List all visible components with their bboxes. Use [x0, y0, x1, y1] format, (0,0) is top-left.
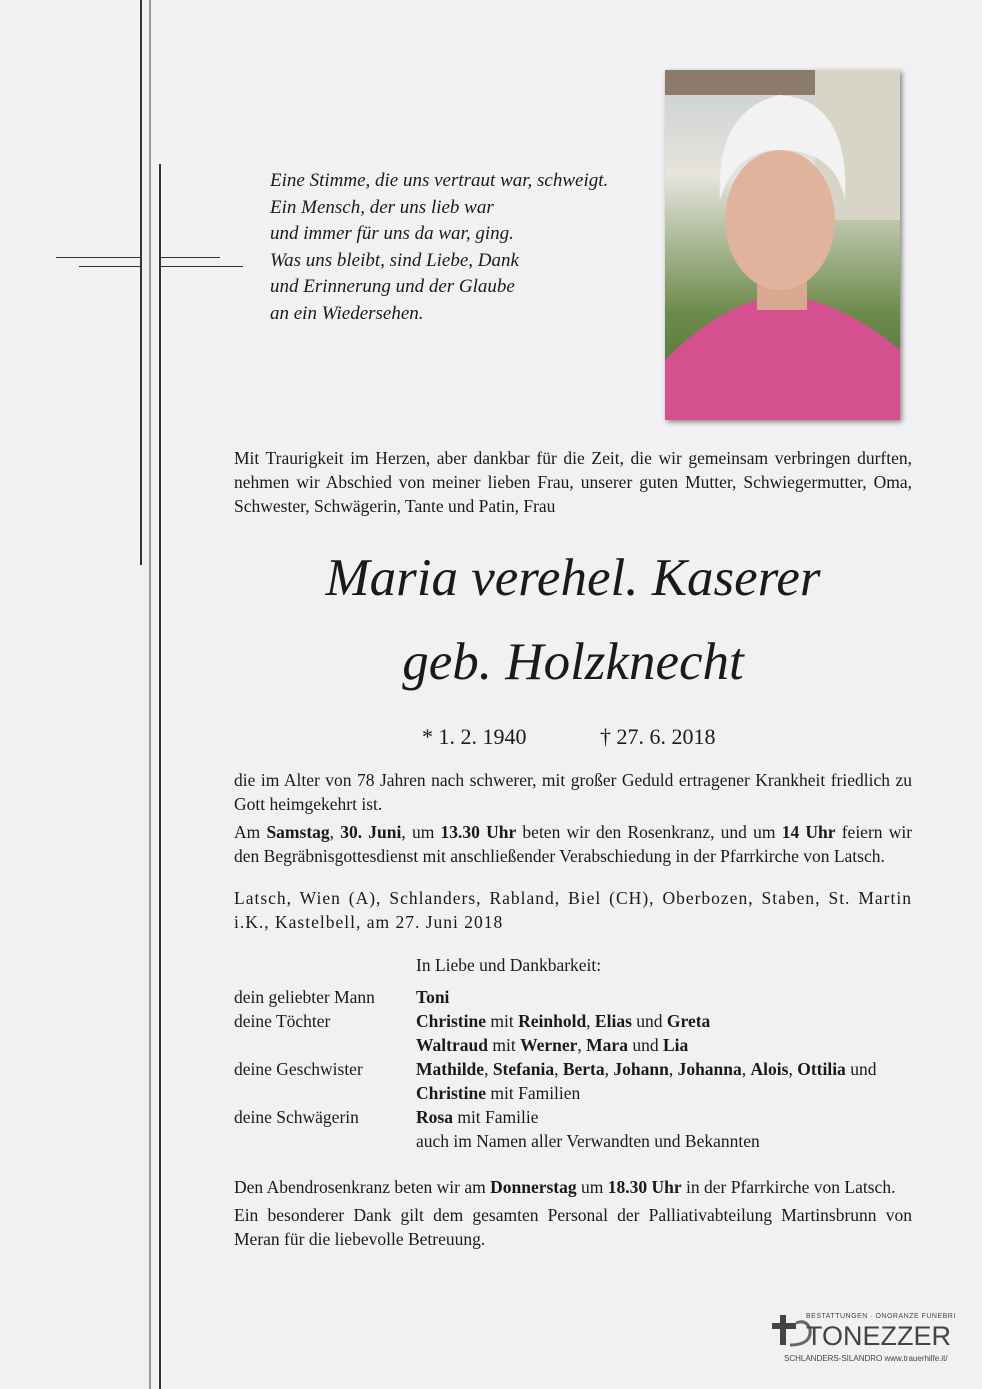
text-segment: Johann [613, 1059, 669, 1079]
text-segment: mit Familien [486, 1083, 581, 1103]
family-names [416, 1081, 912, 1105]
text-segment: und [631, 1011, 667, 1031]
text-segment: Greta [666, 1011, 711, 1031]
text-segment: Johanna [677, 1059, 742, 1079]
rosary-paragraph [234, 1175, 912, 1199]
text-segment: und [627, 1035, 663, 1055]
text-segment: 14 Uhr [781, 822, 836, 842]
text-segment: Elias [594, 1011, 632, 1031]
poem-line: Ein Mensch, der uns lieb war [270, 196, 494, 218]
text-segment: , [604, 1059, 614, 1079]
funeral-home-logo [772, 1313, 956, 1369]
text-segment: , [586, 1011, 595, 1031]
intro-paragraph [234, 446, 912, 518]
family-relation [234, 1033, 416, 1057]
text-segment: Mit Traurigkeit im Herzen, aber dankbar für die Zeit, die wir gemeinsam verbringen durften, nehmen wir Abschied von meiner lieben Frau, unserer guten Mutter, Schwiegermutter, Oma, Schwester, Schwägerin, Tante und Patin, Frau [234, 448, 912, 516]
text-segment: in der Pfarrkirche von Latsch. [681, 1177, 896, 1197]
passing-paragraph [234, 768, 912, 816]
family-row [234, 985, 912, 1009]
text-segment: um [576, 1177, 608, 1197]
text-segment: , [741, 1059, 751, 1079]
text-segment: feiern wir den Begräbnisgottesdienst mit anschließender Verabschiedung in der Pfarrkirche von Latsch. [234, 822, 913, 866]
poem-line: und Erinnerung und der Glaube [270, 276, 515, 297]
birth-date: * 1. 2. 1940 [422, 724, 527, 749]
poem-line: und immer für uns da war, ging. [270, 223, 514, 244]
text-segment: , [668, 1059, 678, 1079]
text-segment: , [788, 1059, 798, 1079]
logo-name: TONEZZER [806, 1321, 952, 1351]
text-segment: Samstag [266, 822, 330, 842]
family-row [234, 1129, 912, 1153]
text-segment: Donnerstag [490, 1177, 577, 1197]
family-relation: deine Töchter [234, 1011, 331, 1031]
text-segment: Werner [520, 1035, 578, 1055]
text-segment: mit Familie [452, 1107, 539, 1127]
family-names [416, 985, 912, 1009]
text-segment: Ottilia [797, 1059, 846, 1079]
places-paragraph [234, 886, 912, 934]
family-row [234, 1057, 912, 1081]
text-segment: am 27. Juni 2018 [366, 912, 504, 932]
text-segment: Ein besonderer Dank gilt dem gesamten Personal der Palliativabteilung Martinsbrunn von Meran für die liebevolle Betreuung. [234, 1205, 912, 1249]
text-segment: Lia [662, 1035, 689, 1055]
text-segment: , um [401, 822, 441, 842]
text-segment: Toni [416, 987, 450, 1007]
poem-line: an ein Wiedersehen. [270, 302, 424, 324]
text-segment: und [845, 1059, 877, 1079]
poem-line: Was uns bleibt, sind Liebe, Dank [270, 249, 519, 271]
text-segment: Reinhold [518, 1011, 587, 1031]
family-names [416, 1057, 912, 1081]
name-line-1: Maria verehel. Kaserer [325, 549, 821, 607]
funeral-paragraph [234, 820, 912, 868]
text-segment: Waltraud [416, 1035, 488, 1055]
text-segment: 13.30 Uhr [440, 822, 517, 842]
main-text [234, 446, 912, 1251]
family-row [234, 1009, 912, 1033]
text-segment: 30. Juni [340, 822, 402, 842]
text-segment: Stefania [492, 1059, 555, 1079]
logo-subline: SCHLANDERS-SILANDRO www.trauerhilfe.it/ [784, 1354, 948, 1363]
deceased-name [234, 536, 912, 704]
family-relation: deine Geschwister [234, 1059, 363, 1079]
text-segment: Mathilde [416, 1059, 485, 1079]
text-segment: Berta [562, 1059, 605, 1079]
text-segment: Den Abendrosenkranz beten wir am [234, 1177, 491, 1197]
thanks-paragraph [234, 1203, 912, 1251]
text-segment: Latsch, Wien (A), Schlanders, Rabland, Biel (CH), Oberbozen, Staben, St. Martin i.K., Kastelbell, [234, 888, 912, 932]
poem-line: Eine Stimme, die uns vertraut war, schweigt. [270, 170, 609, 191]
family-heading: In Liebe und Dankbarkeit: [416, 955, 602, 975]
family-relation [234, 1081, 416, 1105]
text-segment: , [329, 822, 341, 842]
family-row [234, 1033, 912, 1057]
text-segment: Rosa [416, 1107, 453, 1127]
portrait-photo [665, 70, 900, 420]
family-relation: dein geliebter Mann [234, 987, 375, 1007]
family-list [234, 985, 912, 1153]
text-segment: Mara [586, 1035, 628, 1055]
family-row [234, 1081, 912, 1105]
death-date: † 27. 6. 2018 [600, 724, 716, 749]
name-line-2: geb. Holzknecht [402, 633, 744, 691]
poem [270, 168, 608, 327]
text-segment: Alois [750, 1059, 789, 1079]
text-segment: Christine [416, 1011, 486, 1031]
family-row [234, 1105, 912, 1129]
family-names [416, 1009, 912, 1033]
text-segment: , [577, 1035, 587, 1055]
family-relation: deine Schwägerin [234, 1107, 359, 1127]
family-relation [234, 1129, 416, 1153]
text-segment: auch im Namen aller Verwandten und Bekannten [416, 1131, 760, 1151]
text-segment: mit [486, 1011, 519, 1031]
text-segment: die im Alter von 78 Jahren nach schwerer, mit großer Geduld ertragener Krankheit friedlich zu Gott heimgekehrt ist. [234, 770, 912, 814]
text-segment: mit [487, 1035, 521, 1055]
text-segment: beten wir den Rosenkranz, und um [516, 822, 782, 842]
text-segment: 18.30 Uhr [607, 1177, 682, 1197]
dates [234, 722, 912, 752]
text-segment: , [554, 1059, 563, 1079]
family-names [416, 1129, 912, 1153]
family-names [416, 1033, 912, 1057]
text-segment: Am [234, 822, 267, 842]
text-segment: , [484, 1059, 493, 1079]
text-segment: Christine [416, 1083, 486, 1103]
family-names [416, 1105, 912, 1129]
logo-tagline: BESTATTUNGEN · ONORANZE FUNEBRI [806, 1313, 956, 1320]
